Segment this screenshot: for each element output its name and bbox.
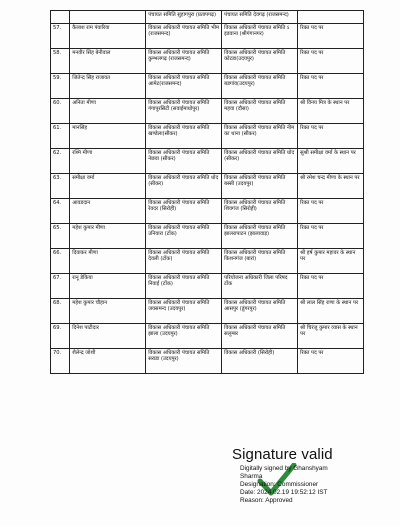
row-number-cell: 59. [51,74,70,99]
current-posting-cell: विकास अधिकारी पंचायत समिति सराडा (उदयपुर) [146,349,222,374]
transfer-table-body [51,11,364,374]
officer-name-cell: समीक्षा वर्मा [70,174,146,199]
row-number-cell: 66. [51,249,70,274]
row-number-cell: 62. [51,149,70,174]
signature-reason: Reason: Approved [240,497,293,504]
remark-cell: श्री विनय मित्र के स्थान पर [298,99,364,124]
current-posting-cell: विकास अधिकारी पंचायत समिति भीम (राजसमन्द) [146,24,222,49]
officer-name-cell: अनिता मीणा [70,99,146,124]
row-number-cell: 57. [51,24,70,49]
remark-cell: श्री चिरंजू कुमार व्यास के स्थान पर [298,324,364,349]
officer-name-cell: कैलाश राम पंवारिया [70,24,146,49]
transfer-table [50,10,364,374]
row-number-cell: 68. [51,299,70,324]
officer-name-cell: दिवाकर मीणा [70,249,146,274]
new-posting-cell: परियोजना अधिकारी जिला परिषद टोंक [222,274,298,299]
remark-cell: श्री लाल सिंह राणा के स्थान पर [298,299,364,324]
table-row [51,124,364,149]
officer-name-cell: मनवीर सिंह बेनीवाल [70,49,146,74]
table-row [51,24,364,49]
row-number-cell: 70. [51,349,70,374]
signature-designation: Designation: Commissioner [240,481,319,488]
new-posting-cell: विकास अधिकारी पंचायत समिति सलूम्बर [222,324,298,349]
remark-cell: रिक्त पद पर [298,49,364,74]
table-row [51,149,364,174]
current-posting-cell: विकास अधिकारी पंचायत समिति जयसमन्द (उदयपुर) [146,299,222,324]
new-posting-cell: विकास अधिकारी पंचायत समिति महवा (दौसा) [222,99,298,124]
row-number-cell: 67. [51,274,70,299]
current-posting-cell: विकास अधिकारी पंचायत समिति उनियारा (टोंक) [146,224,222,249]
current-posting-cell: विकास अधिकारी पंचायत समिति धोद (सीकर) [146,174,222,199]
current-posting-cell: विकास अधिकारी पंचायत समिति खण्डेला(सीकर) [146,124,222,149]
current-posting-cell: पंचायत समिति सुहागपुरा (प्रतापगढ़) [146,11,222,24]
row-number-cell: 58. [51,49,70,74]
new-posting-cell: विकास अधिकारी पंचायत समिति ऽ इडवाना (श्रीगंगानगर) [222,24,298,49]
remark-cell: श्री रमेश चन्द्र मीणा के स्थान पर [298,174,364,199]
remark-cell: सुश्री समीक्षा वर्मा के स्थान पर [298,149,364,174]
new-posting-cell: विकास अधिकारी पंचायत समिति शिवगंज (सिरोही) [222,199,298,224]
table-row [51,249,364,274]
officer-name-cell: रश्मि मीणा [70,149,146,174]
row-number-cell: 60. [51,99,70,124]
row-number-cell: 64. [51,199,70,224]
remark-cell: श्री हर्ष कुमार महावर के स्थान पर [298,249,364,274]
officer-name-cell: जितेन्द्र सिंह राजावत [70,74,146,99]
remark-cell: रिक्त पद पर [298,349,364,374]
table-row [51,224,364,249]
table-row [51,99,364,124]
signature-date: Date: 2024.02.19 19:52:12 IST [240,489,328,496]
new-posting-cell: विकास अधिकारी (सिरोही) [222,349,298,374]
new-posting-cell: पंचायत समिति देवगढ़ (राजसमन्द) [222,11,298,24]
row-number-cell: 65. [51,224,70,249]
signature-signer-surname: Sharma [240,473,263,480]
remark-cell: रिक्त पद पर [298,224,364,249]
current-posting-cell: विकास अधिकारी पंचायत समिति निवाई (टोंक) [146,274,222,299]
new-posting-cell: विकास अधिकारी पंचायत समिति नीम का थाना (सीकर) [222,124,298,149]
current-posting-cell: विकास अधिकारी पंचायत समिति गंगापुरसिटी (सवाईमाधोपुर) [146,99,222,124]
remark-cell: रिक्त पद पर [298,24,364,49]
officer-name-cell: मानसिंह [70,124,146,149]
row-number-cell: 63. [51,174,70,199]
current-posting-cell: विकास अधिकारी पंचायत समिति कुम्भलगढ़ (राजसमन्द) [146,49,222,74]
table-row [51,174,364,199]
officer-name-cell: शैलेन्द्र जोशी [70,349,146,374]
officer-name-cell [70,11,146,24]
row-number-cell [51,11,70,24]
table-row [51,74,364,99]
current-posting-cell: विकास अधिकारी पंचायत समिति झाला (उदयपुर) [146,324,222,349]
table-row [51,349,364,374]
table-row [51,49,364,74]
table-row [51,274,364,299]
signature-status: Signature valid [232,446,333,463]
current-posting-cell: विकास अधिकारी पंचायत समिति रेवदर (सिरोही) [146,199,222,224]
officer-name-cell: महेश कुमार मीणा [70,224,146,249]
remark-cell: रिक्त पद पर [298,74,364,99]
current-posting-cell: विकास अधिकारी पंचायत समिति आमेट(राजसमन्द) [146,74,222,99]
officer-name-cell: आवडदान [70,199,146,224]
new-posting-cell: विकास अधिकारी पंचायत समिति बस्सी (उदयपुर) [222,174,298,199]
row-number-cell: 61. [51,124,70,149]
new-posting-cell: विकास अधिकारी पंचायत समिति झालरापाटन (झालावाड़) [222,224,298,249]
table-row [51,299,364,324]
officer-name-cell: रानू डेकिया [70,274,146,299]
new-posting-cell: विकास अधिकारी पंचायत समिति आसपुर (डूंगरपुर) [222,299,298,324]
row-number-cell: 69. [51,324,70,349]
table-row [51,11,364,24]
remark-cell: रिक्त पद पर [298,274,364,299]
new-posting-cell: विकास अधिकारी पंचायत समिति किशनगंज (बारां) [222,249,298,274]
new-posting-cell: विकास अधिकारी पंचायत समिति धोद (सीकर) [222,149,298,174]
current-posting-cell: विकास अधिकारी पंचायत समिति देवली (टोंक) [146,249,222,274]
table-row [51,199,364,224]
new-posting-cell: विकास अधिकारी पंचायत समिति बडगांव(उदयपुर) [222,74,298,99]
remark-cell: रिक्त पद पर [298,124,364,149]
remark-cell: रिक्त पद पर [298,199,364,224]
current-posting-cell: विकास अधिकारी पंचायत समिति नेछवा (सीकर) [146,149,222,174]
new-posting-cell: विकास अधिकारी पंचायत समिति कोटडा(उदयपुर) [222,49,298,74]
officer-name-cell: दिनेश पाटीदार [70,324,146,349]
officer-name-cell: महेश कुमार चौहान [70,299,146,324]
remark-cell [298,11,364,24]
signature-signer: Digitally signed by Ghanshyam [240,465,328,472]
table-row [51,324,364,349]
